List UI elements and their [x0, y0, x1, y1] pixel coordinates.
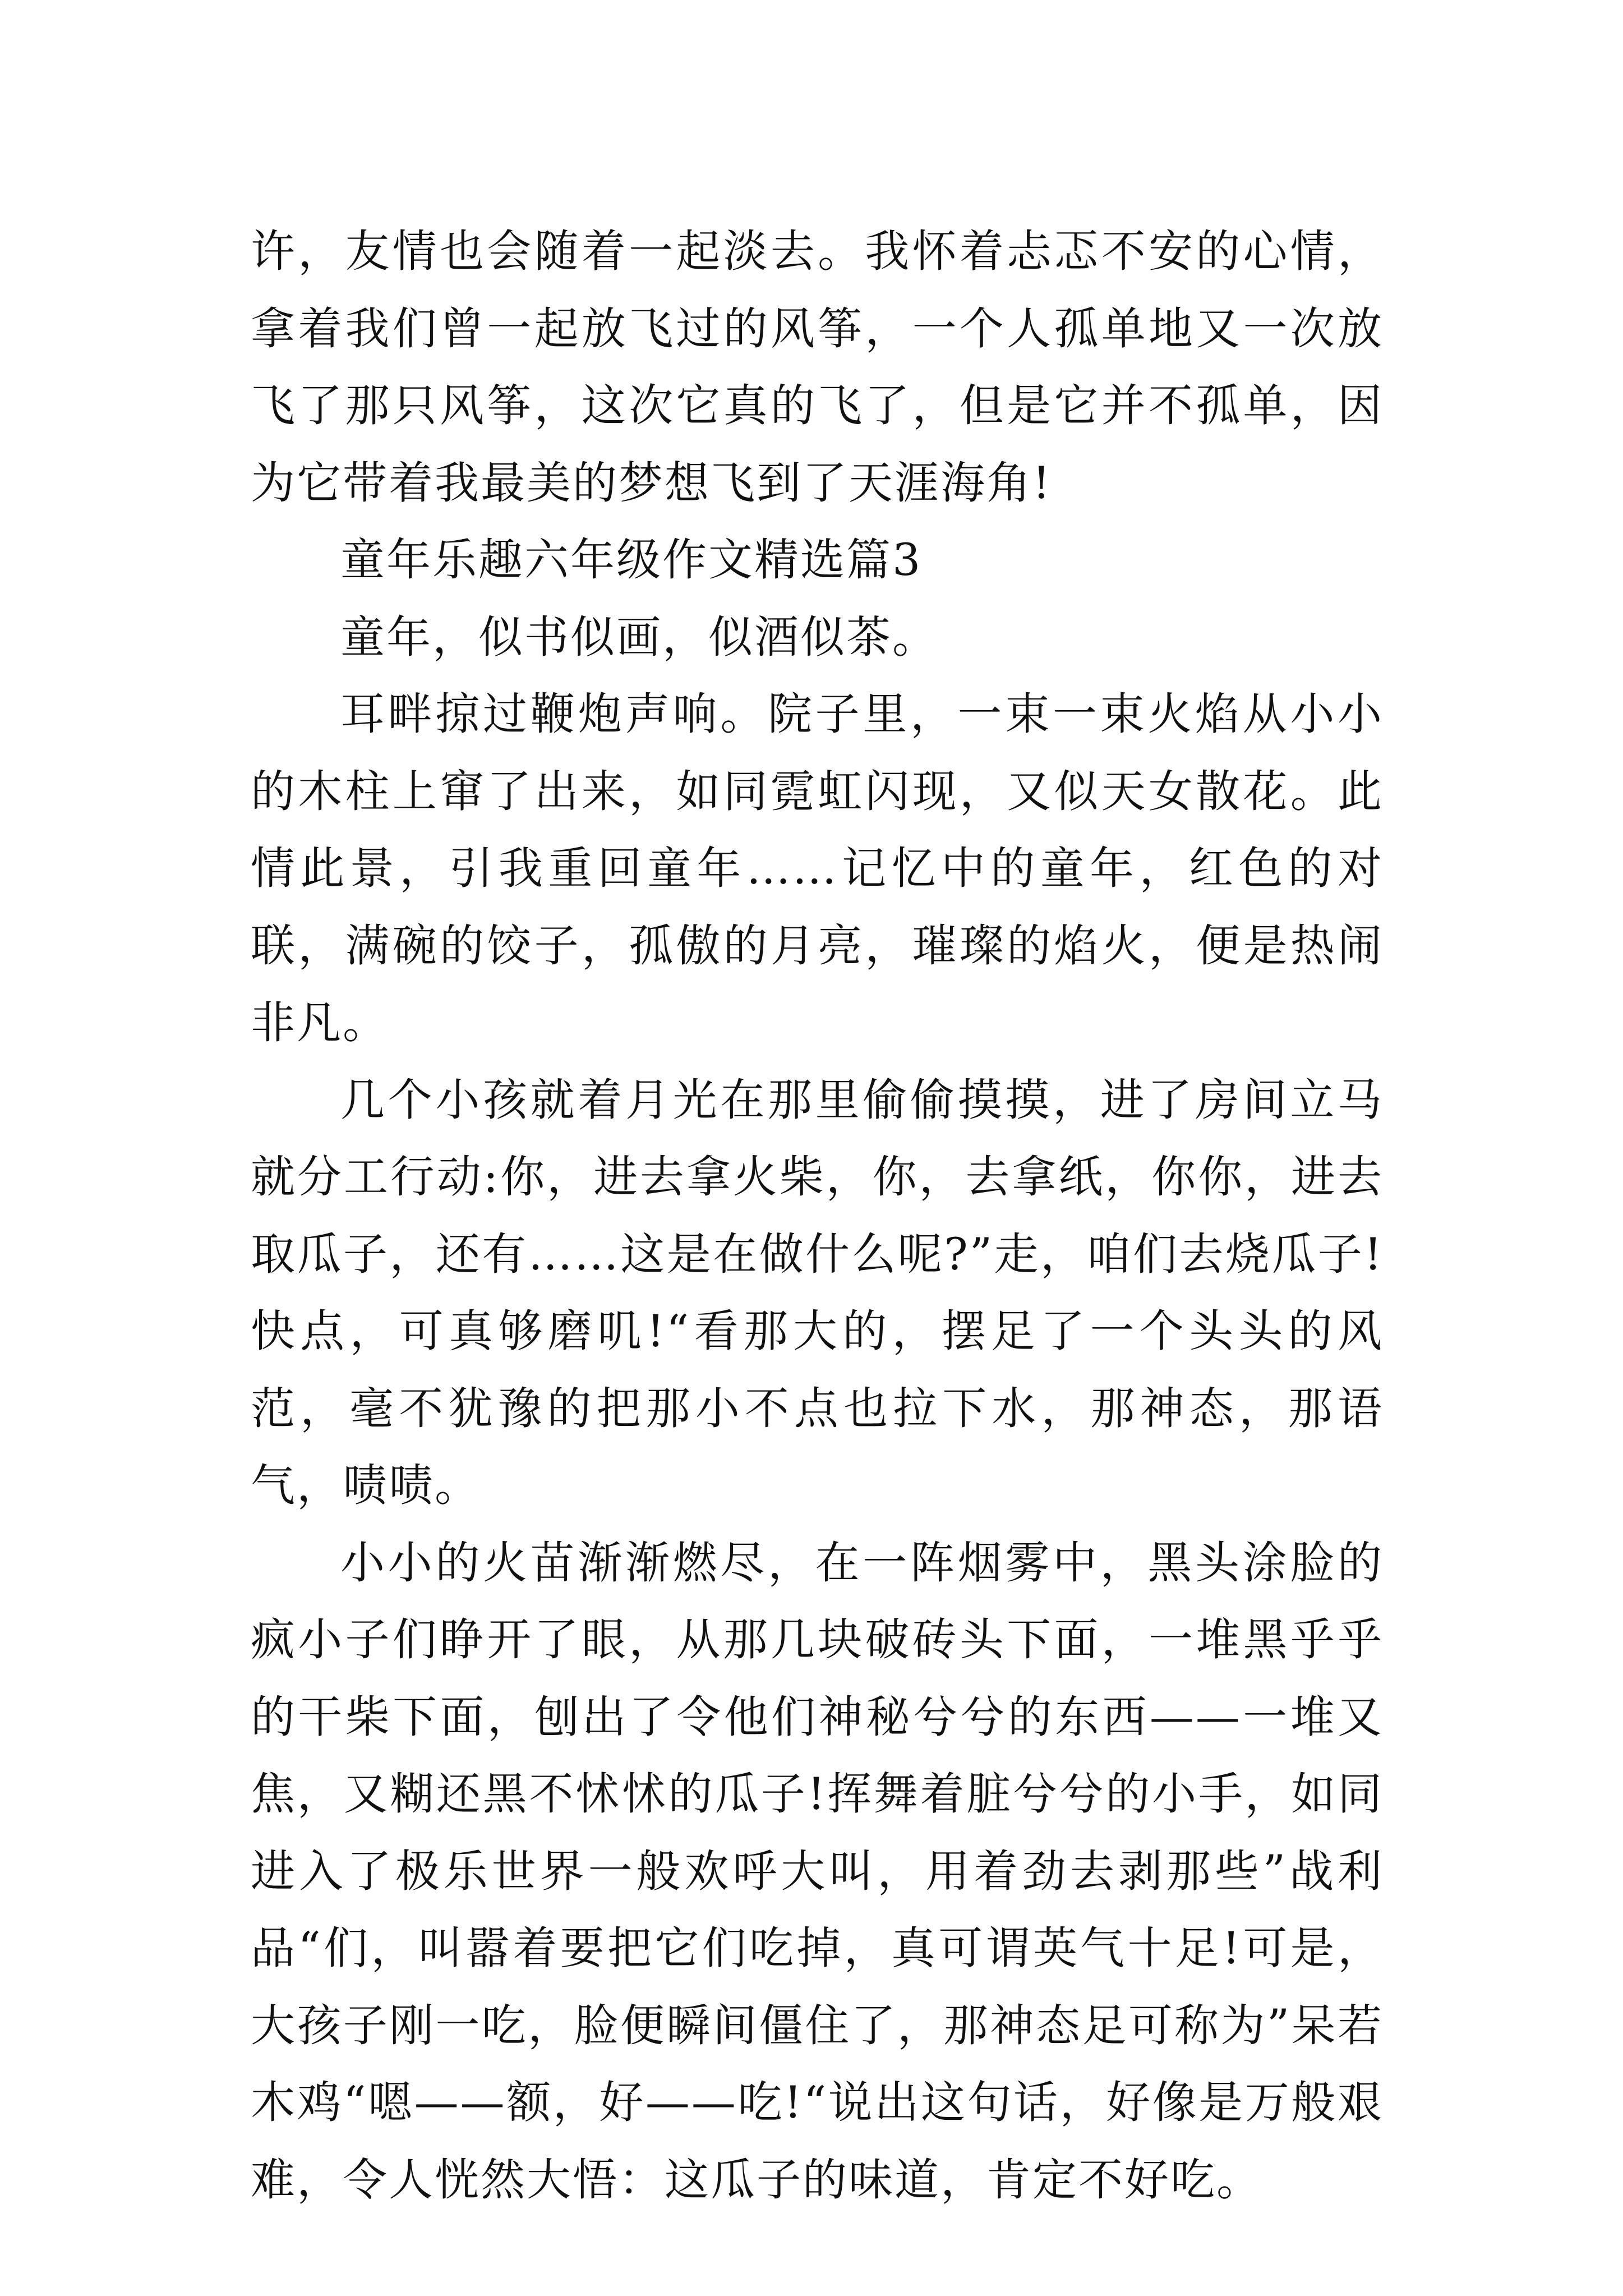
- paragraph: 小小的火苗渐渐燃尽，在一阵烟雾中，黑头涂脸的疯小子们睁开了眼，从那几块破砖头下面，一堆黑乎乎的干柴下面，刨出了令他们神秘兮兮的东西——一堆又焦，又糊还黑不怵怵的瓜子!挥舞着脏兮兮的小手，如同进入了极乐世界一般欢呼大叫，用着劲去剥那些”战利品“们，叫嚣着要把它们吃掉，真可谓英气十足!可是，大孩子刚一吃，脸便瞬间僵住了，那神态足可称为”呆若木鸡“嗯——额，好——吃!“说出这句话，好像是万般艰难，令人恍然大悟：这瓜子的味道，肯定不好吃。: [251, 1536, 1384, 2206]
- paragraph: 几个小孩就着月光在那里偷偷摸摸，进了房间立马就分工行动:你，进去拿火柴，你，去拿纸，你你，进去取瓜子，还有……这是在做什么呢?”走，咱们去烧瓜子!快点，可真够磨叽!“看那大的，摆足了一个头头的风范，毫不犹豫的把那小不点也拉下水，那神态，那语气，啧啧。: [251, 1074, 1384, 1511]
- document-body: [251, 213, 1384, 2219]
- paragraph-continuation: 许，友情也会随着一起淡去。我怀着忐忑不安的心情，拿着我们曾一起放飞过的风筝，一个人孤单地又一次放飞了那只风筝，这次它真的飞了，但是它并不孤单，因为它带着我最美的梦想飞到了天涯海角!: [251, 226, 1384, 509]
- paragraph: 童年，似书似画，似酒似茶。: [340, 611, 938, 663]
- paragraph: 耳畔掠过鞭炮声响。院子里，一束一束火焰从小小的木柱上窜了出来，如同霓虹闪现，又似天女散花。此情此景，引我重回童年……记忆中的童年，红色的对联，满碗的饺子，孤傲的月亮，璀璨的焰火，便是热闹非凡。: [251, 688, 1384, 1048]
- section-title: 童年乐趣六年级作文精选篇3: [340, 534, 923, 586]
